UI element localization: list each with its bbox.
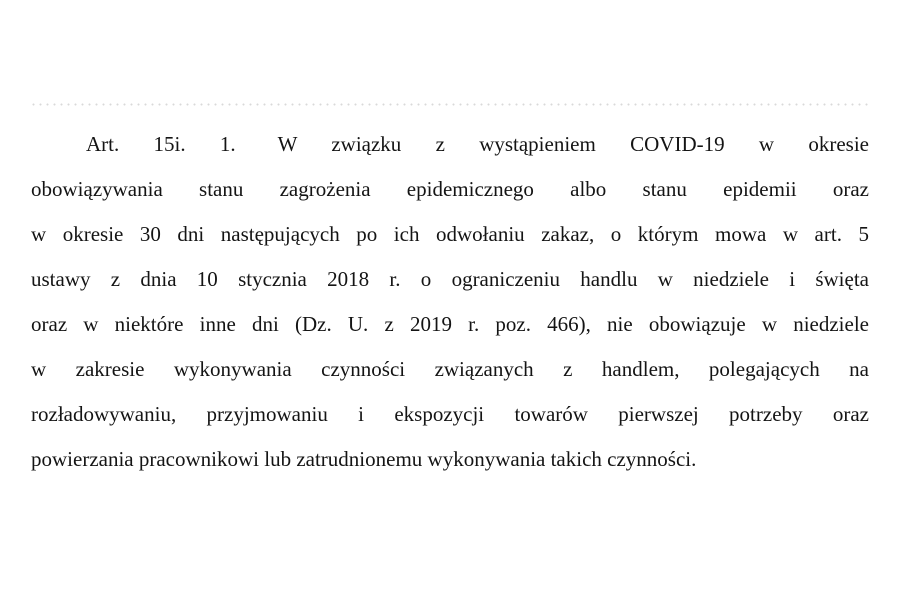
article-line-2: obowiązywania stanu zagrożenia epidemicznego albo stanu epidemii oraz	[31, 177, 869, 201]
article-line-3: w okresie 30 dni następujących po ich odwołaniu zakaz, o którym mowa w art. 5	[31, 222, 869, 246]
article-line-6: w zakresie wykonywania czynności związanych z handlem, polegających na	[31, 357, 869, 381]
article-line-1	[31, 122, 869, 167]
article-number: Art. 15i. 1.	[86, 132, 236, 156]
article-line-5: oraz w niektóre inne dni (Dz. U. z 2019 r. poz. 466), nie obowiązuje w niedziele	[31, 312, 869, 336]
article-line-1-text: W związku z wystąpieniem COVID-19 w okresie	[277, 132, 870, 156]
article-line-4: ustawy z dnia 10 stycznia 2018 r. o ograniczeniu handlu w niedziele i święta	[31, 267, 869, 291]
article-15i-paragraph	[31, 122, 869, 482]
cropped-text-edge	[30, 103, 872, 106]
article-line-8: powierzania pracownikowi lub zatrudnionemu wykonywania takich czynności.	[31, 447, 697, 471]
article-line-7: rozładowywaniu, przyjmowaniu i ekspozycji towarów pierwszej potrzeby oraz	[31, 402, 869, 426]
